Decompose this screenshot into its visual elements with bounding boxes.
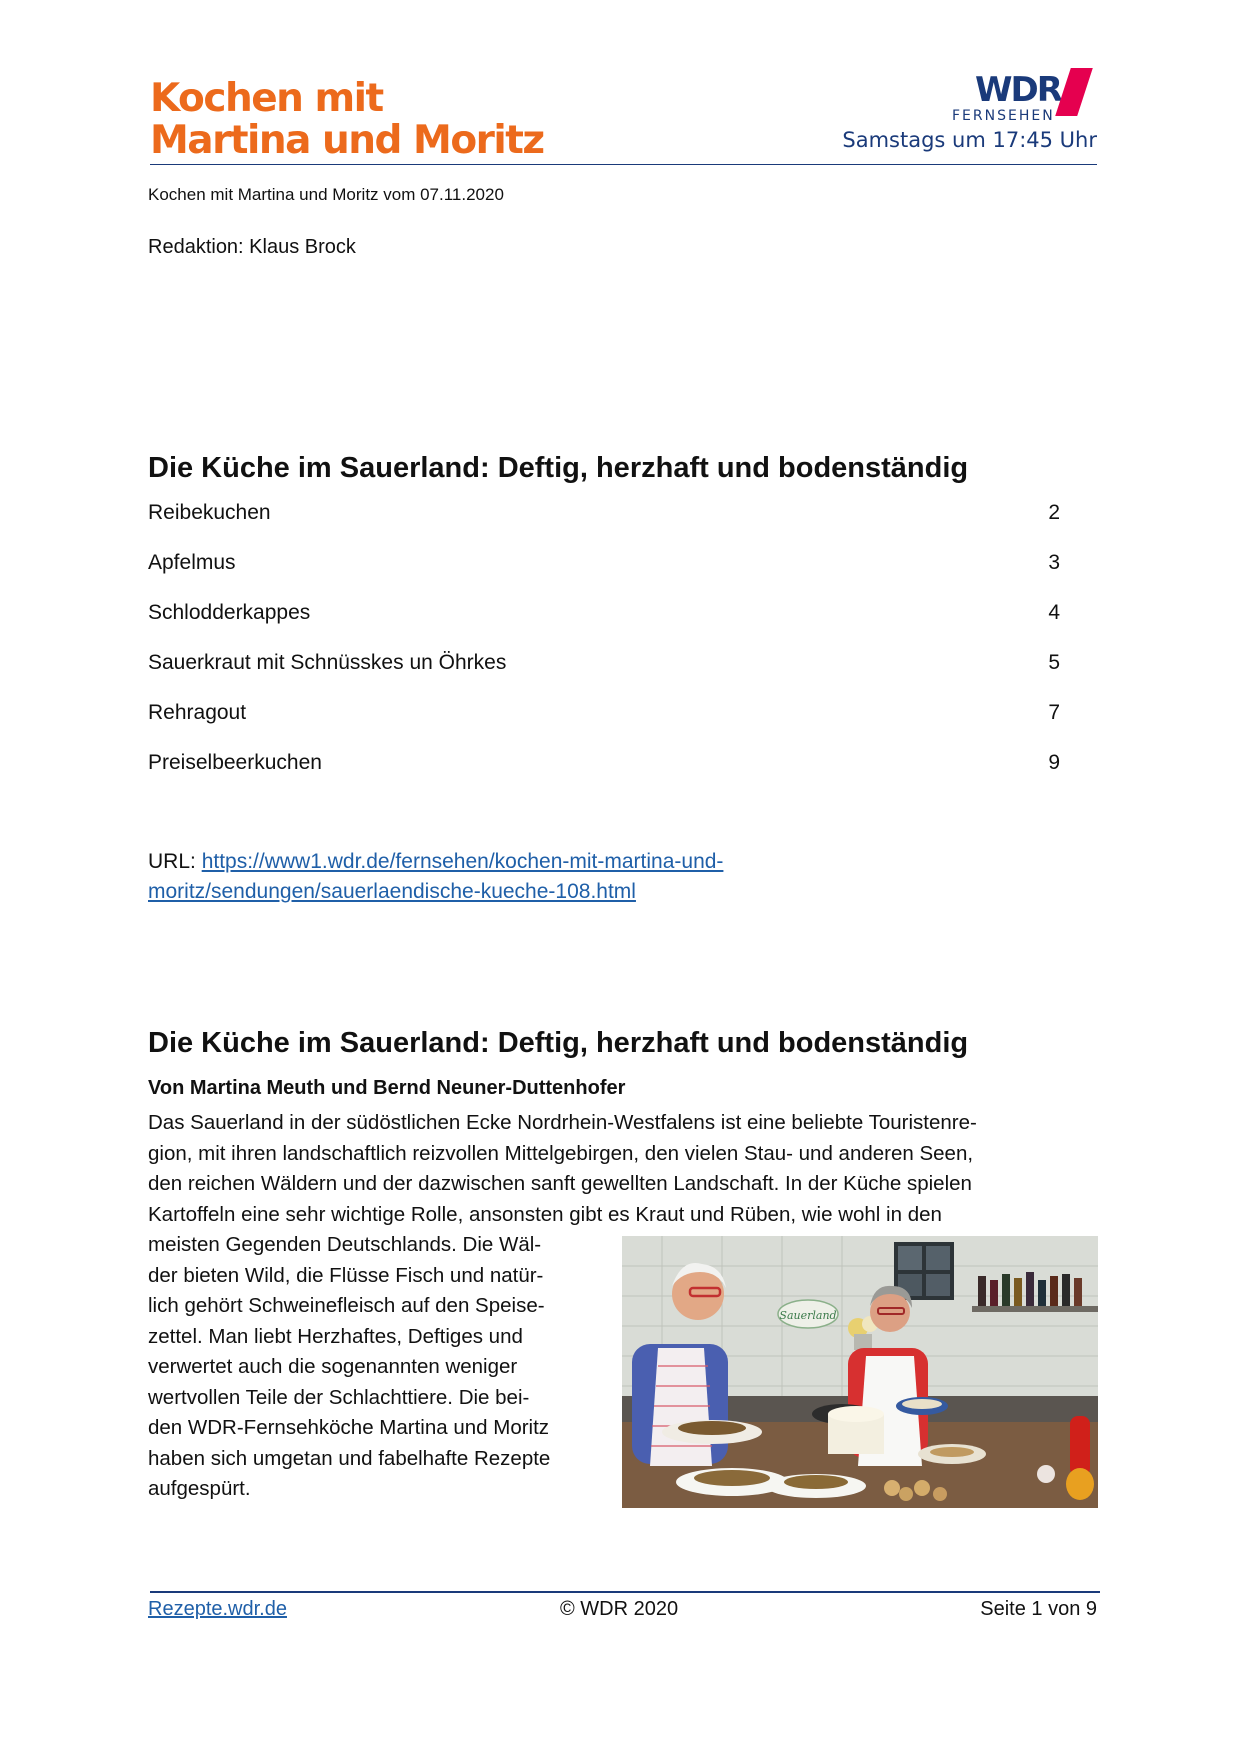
article-title: Die Küche im Sauerland: Deftig, herzhaft und bodenständig (148, 1027, 969, 1059)
airtime-label: Samstags um 17:45 Uhr (842, 128, 1097, 152)
toc-item-label: Apfelmus (148, 551, 236, 574)
article-author: Von Martina Meuth und Bernd Neuner-Duttenhofer (148, 1077, 626, 1099)
text-line: den reichen Wäldern und der dazwischen sanft gewellten Landschaft. In der Küche spielen (148, 1172, 972, 1195)
kitchen-photo (622, 1236, 1098, 1508)
url-link-part2[interactable]: moritz/sendungen/sauerlaendische-kueche-108.html (148, 880, 636, 903)
toc-item-label: Reibekuchen (148, 501, 271, 524)
url-link-part1[interactable]: https://www1.wdr.de/fernsehen/kochen-mit-martina-und- (201, 850, 724, 873)
text-line: verwertet auch die sogenannten weniger (148, 1355, 518, 1378)
toc-item[interactable] (148, 501, 1060, 525)
toc-item-page: 4 (1048, 601, 1060, 624)
brand-title-line1: Kochen mit (150, 76, 383, 121)
article-paragraph-full (148, 1108, 1098, 1230)
photo-sign-text: Sauerland (779, 1309, 837, 1322)
url-label: URL: (148, 850, 202, 873)
toc-item-label: Rehragout (148, 701, 247, 724)
text-line: meisten Gegenden Deutschlands. Die Wäl- (148, 1233, 542, 1256)
toc-item-page: 2 (1048, 501, 1060, 524)
text-line: Das Sauerland in der südöstlichen Ecke Nordrhein-Westfalens ist eine beliebte Touristenre- (148, 1111, 977, 1134)
footer-copyright: © WDR 2020 (560, 1598, 679, 1620)
wdr-logo-subtitle: FERNSEHEN (952, 108, 1055, 124)
wdr-logo-text: WDR (975, 70, 1061, 110)
header-divider (150, 164, 1097, 165)
toc-item[interactable] (148, 701, 1060, 725)
toc-item-page: 9 (1048, 751, 1060, 774)
text-line: zettel. Man liebt Herzhaftes, Deftiges und (148, 1324, 523, 1348)
text-line: haben sich umgetan und fabelhafte Rezepte (148, 1446, 551, 1470)
toc-item-page: 3 (1048, 551, 1060, 574)
episode-line: Kochen mit Martina und Moritz vom 07.11.2020 (148, 185, 504, 204)
toc-item-label: Preiselbeerkuchen (148, 751, 322, 774)
editor-line: Redaktion: Klaus Brock (148, 236, 356, 258)
toc-title: Die Küche im Sauerland: Deftig, herzhaft und bodenständig (148, 452, 969, 484)
toc-item-page: 5 (1048, 651, 1060, 674)
toc-item-page: 7 (1048, 701, 1060, 724)
toc-item-label: Sauerkraut mit Schnüsskes un Öhrkes (148, 651, 507, 674)
text-line: wertvollen Teile der Schlachttiere. Die bei- (148, 1385, 530, 1409)
footer-website-link[interactable]: Rezepte.wdr.de (148, 1598, 287, 1620)
text-line: lich gehört Schweinefleisch auf den Speise- (148, 1294, 545, 1317)
brand-title-line2: Martina und Moritz (150, 118, 544, 163)
article-paragraph-narrow (148, 1230, 608, 1505)
toc-item-label: Schlodderkappes (148, 601, 311, 624)
toc-item[interactable] (148, 651, 1060, 675)
toc-item[interactable] (148, 551, 1060, 575)
footer-divider (150, 1591, 1100, 1593)
text-line: den WDR-Fernsehköche Martina und Moritz (148, 1416, 550, 1439)
text-line: gion, mit ihren landschaftlich reizvollen Mittelgebirgen, den vielen Stau- und anderen Seen, (148, 1141, 974, 1165)
toc-item[interactable] (148, 751, 1060, 775)
text-line: aufgespürt. (148, 1477, 251, 1500)
toc-item[interactable] (148, 601, 1060, 625)
url-block (148, 847, 868, 907)
footer-page-number: Seite 1 von 9 (980, 1598, 1097, 1620)
text-line: der bieten Wild, die Flüsse Fisch und natür- (148, 1263, 544, 1287)
text-line: Kartoffeln eine sehr wichtige Rolle, ansonsten gibt es Kraut und Rüben, wie wohl in den (148, 1202, 942, 1226)
